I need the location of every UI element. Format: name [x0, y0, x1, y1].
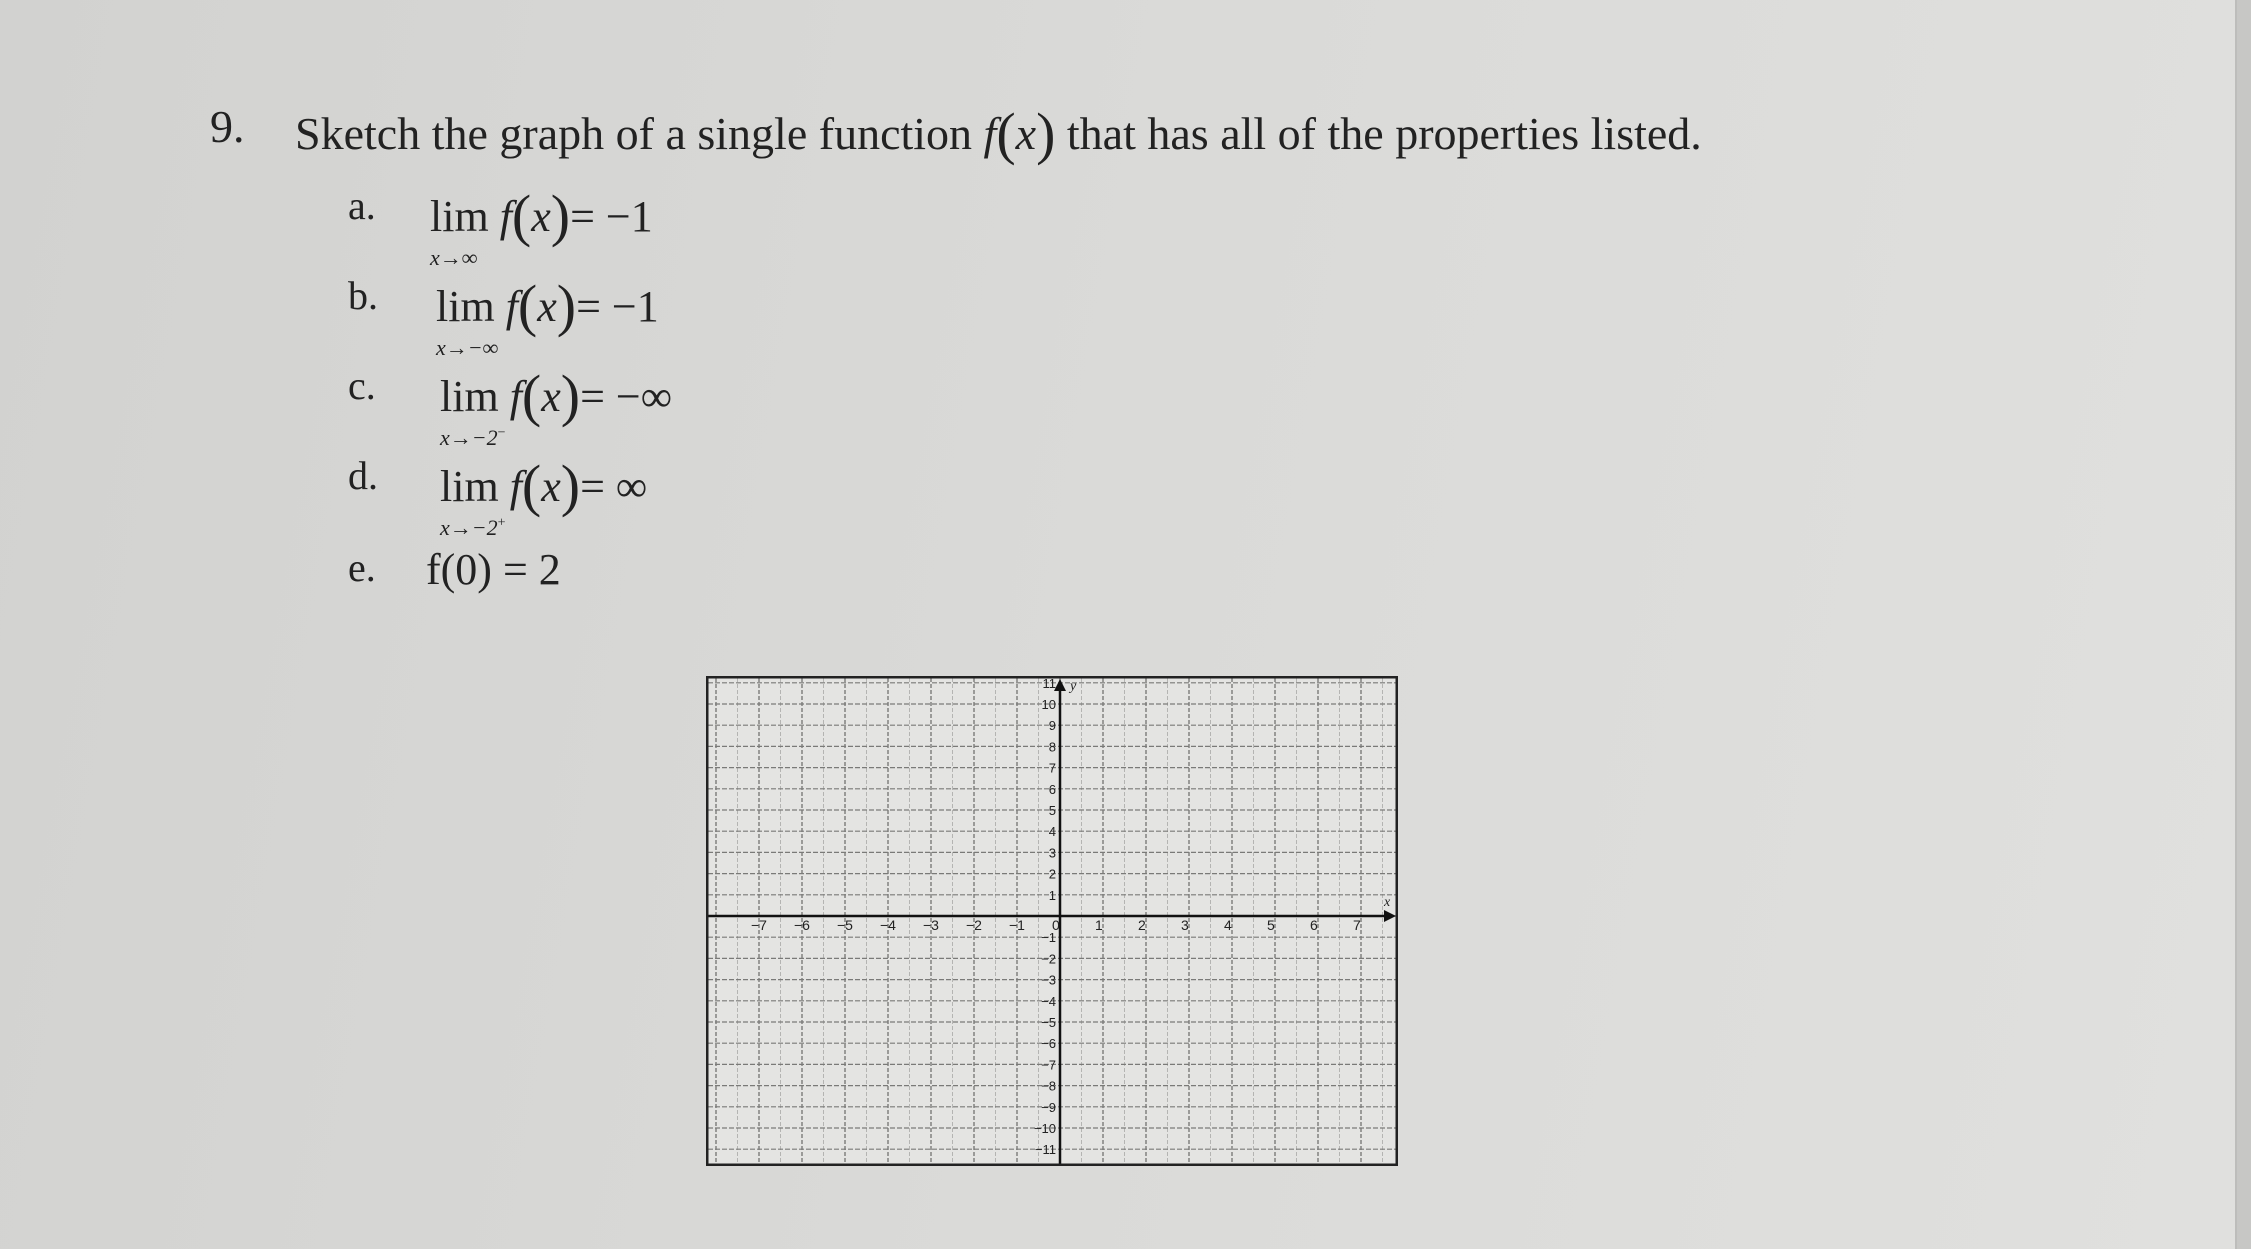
- stem-after: that has all of the properties listed.: [1055, 108, 1702, 159]
- paren-close: ): [1036, 101, 1056, 166]
- y-tick-label: −9: [1041, 1099, 1056, 1115]
- paren-open: (: [511, 183, 532, 248]
- y-axis-label: y: [1070, 679, 1077, 694]
- paren-close: ): [556, 273, 577, 338]
- property-rhs: = −1: [570, 192, 653, 241]
- x-tick-label: 4: [1224, 917, 1232, 933]
- lim-operator: [440, 461, 506, 540]
- property-expression: [440, 362, 673, 450]
- x-tick-label: 1: [1095, 917, 1103, 933]
- property-letter: c.: [348, 363, 376, 408]
- function-variable: x: [541, 372, 561, 421]
- lim-subscript-text: x→−2: [440, 425, 498, 450]
- function-name: f: [509, 372, 522, 421]
- property-rhs: = −1: [576, 282, 659, 331]
- property-rhs: = −∞: [580, 372, 673, 421]
- x-tick-label: 0: [1052, 917, 1060, 933]
- y-tick-label: 7: [1048, 760, 1056, 776]
- x-tick-label: −7: [751, 917, 767, 933]
- lim-operator: [436, 281, 499, 360]
- lim-word: lim: [436, 282, 495, 331]
- x-tick-label: −1: [1009, 917, 1025, 933]
- y-tick-label: −6: [1041, 1036, 1056, 1052]
- x-tick-label: 2: [1138, 917, 1146, 933]
- y-tick-label: 3: [1048, 845, 1056, 861]
- paren-close: ): [560, 363, 581, 428]
- function-variable: x: [531, 192, 551, 241]
- x-tick-label: −2: [966, 917, 982, 933]
- question-stem: [295, 100, 1702, 167]
- lim-subscript: [440, 425, 506, 451]
- y-tick-label: 8: [1048, 739, 1056, 755]
- paper-edge: [2235, 0, 2251, 1249]
- property-expression: [436, 272, 659, 360]
- lim-subscript-text: x→−2: [440, 515, 498, 540]
- x-tick-label: −6: [794, 917, 810, 933]
- lim-subscript-side: +: [497, 515, 506, 531]
- x-tick-label: −4: [880, 917, 896, 933]
- function-variable: x: [537, 282, 557, 331]
- paren-open: (: [521, 453, 542, 518]
- lim-subscript: x→∞: [430, 245, 478, 270]
- property-expression: [440, 452, 648, 540]
- paren-open: (: [517, 273, 538, 338]
- property-expression: [430, 182, 653, 270]
- lim-word: lim: [440, 372, 499, 421]
- x-axis-label: x: [1384, 895, 1391, 910]
- lim-word: lim: [440, 462, 499, 511]
- x-tick-label: −3: [923, 917, 939, 933]
- property-letter: a.: [348, 183, 376, 228]
- property-letter: d.: [348, 453, 378, 498]
- x-tick-label: 7: [1353, 917, 1361, 933]
- y-tick-label: −2: [1041, 951, 1056, 967]
- y-tick-label: −11: [1034, 1142, 1056, 1158]
- y-tick-label: −8: [1041, 1078, 1056, 1094]
- y-tick-label: −1: [1041, 930, 1056, 946]
- lim-subscript-side: −: [497, 425, 506, 441]
- y-tick-label: −5: [1041, 1015, 1056, 1030]
- x-tick-label: 6: [1310, 917, 1318, 933]
- lim-subscript: x→−∞: [436, 335, 499, 360]
- function-name: f: [499, 192, 512, 241]
- x-tick-label: 3: [1181, 917, 1189, 933]
- stem-before: Sketch the graph of a single function: [295, 108, 984, 159]
- lim-word: lim: [430, 192, 489, 241]
- y-tick-label: 2: [1048, 866, 1056, 882]
- y-tick-label: −10: [1033, 1121, 1056, 1136]
- property-expression: f(0) = 2: [426, 545, 561, 594]
- lim-operator: [440, 371, 506, 450]
- function-variable: x: [1015, 108, 1037, 159]
- function-name: f: [509, 462, 522, 511]
- y-tick-label: −3: [1041, 972, 1056, 988]
- property-letter: b.: [348, 273, 378, 318]
- lim-operator: [430, 191, 489, 270]
- paren-open: (: [521, 363, 542, 428]
- y-tick-label: 11: [1042, 676, 1056, 691]
- property-rhs: = ∞: [580, 462, 648, 511]
- paren-close: ): [560, 453, 581, 518]
- y-tick-label: 9: [1048, 718, 1056, 734]
- y-tick-label: 4: [1048, 824, 1056, 840]
- y-tick-label: −4: [1041, 993, 1056, 1009]
- function-name: f: [983, 108, 997, 159]
- function-name: f: [505, 282, 518, 331]
- y-tick-label: 10: [1041, 697, 1056, 712]
- lim-subscript: [440, 515, 506, 541]
- function-variable: x: [541, 462, 561, 511]
- y-tick-label: 6: [1048, 781, 1056, 797]
- coordinate-grid[interactable]: [706, 676, 1398, 1166]
- y-tick-label: 5: [1048, 803, 1056, 818]
- x-tick-label: −5: [837, 917, 853, 933]
- paren-open: (: [996, 101, 1016, 166]
- x-tick-label: 5: [1267, 917, 1275, 933]
- y-tick-label: 1: [1048, 887, 1056, 903]
- question-number: 9.: [210, 101, 245, 152]
- property-letter: e.: [348, 545, 376, 590]
- paren-close: ): [550, 183, 571, 248]
- x-tick-labels: [751, 917, 1361, 933]
- y-tick-label: −7: [1041, 1057, 1056, 1073]
